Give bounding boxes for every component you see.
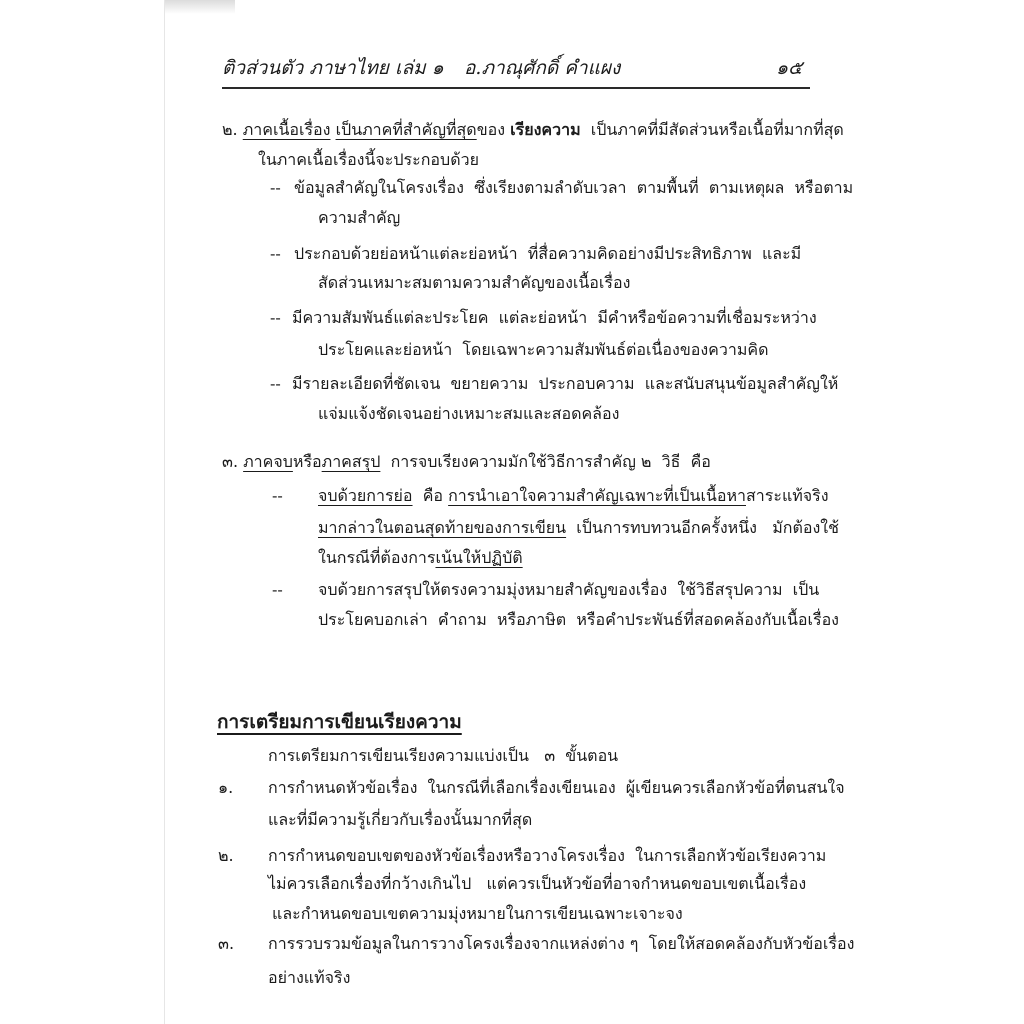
bullet-marker: -- (270, 374, 281, 393)
bullet-marker: -- (270, 308, 281, 327)
header-course: ติวส่วนตัว ภาษาไทย เล่ม ๑ (222, 57, 444, 79)
step-1-line-2: และที่มีความรู้เกี่ยวกับเรื่องนั้นมากที่สุด (268, 810, 533, 829)
header-rule (222, 87, 810, 89)
section-3-item-2-line-1: จบด้วยการสรุปให้ตรงความมุ่งหมายสำคัญของเรื่อง ใช้วิธีสรุปความ เป็น (318, 580, 820, 599)
section-3-item-1-line-3 (318, 546, 523, 570)
step-2-line-1: การกำหนดขอบเขตของหัวข้อเรื่องหรือวางโครงเรื่อง ในการเลือกหัวข้อเรียงความ (268, 846, 827, 865)
section-2-item-2-line-1: ประกอบด้วยย่อหน้าแต่ละย่อหน้า ที่สื่อความคิดอย่างมีประสิทธิภาพ และมี (294, 244, 802, 263)
bullet-marker: -- (272, 580, 283, 599)
section-3-title-a: ภาคจบ (243, 452, 293, 471)
preparation-heading: การเตรียมการเขียนเรียงความ (217, 711, 462, 733)
header-page-number: ๑๕ (776, 57, 803, 79)
segment-underlined: เน้นให้ปฏิบัติ (435, 548, 523, 567)
section-2-title: ภาคเนื้อเรื่อง (242, 120, 331, 139)
section-2-line-2: ในภาคเนื้อเรื่องนี้จะประกอบด้วย (258, 150, 479, 169)
step-2-line-3: และกำหนดขอบเขตความมุ่งหมายในการเขียนเฉพาะเจาะจง (272, 904, 683, 923)
segment: ในกรณีที่ต้องการ (318, 548, 436, 567)
section-3-item-1-line-1 (318, 484, 829, 508)
section-2-rest: เป็นภาคที่มีสัดส่วนหรือเนื้อที่มากที่สุด (590, 120, 844, 139)
bullet-marker: -- (272, 486, 283, 505)
section-3-title-join: หรือ (292, 452, 322, 471)
section-2-number: ๒. (222, 120, 238, 139)
segment: สาระแท้จริง (746, 486, 829, 505)
segment: เป็นการทบทวนอีกครั้งหนึ่ง มักต้องใช้ (566, 518, 839, 537)
section-3-item-2-line-2: ประโยคบอกเล่า คำถาม หรือภาษิต หรือคำประพันธ์ที่สอดคล้องกับเนื้อเรื่อง (318, 610, 839, 629)
section-3-title-b: ภาคสรุป (321, 452, 381, 471)
step-3-line-1: การรวบรวมข้อมูลในการวางโครงเรื่องจากแหล่งต่าง ๆ โดยให้สอดคล้องกับหัวข้อเรื่อง (268, 934, 855, 953)
section-3-item-1-line-2 (318, 516, 839, 540)
segment-underlined: จบด้วยการย่อ (318, 486, 413, 505)
step-3-number: ๓. (218, 934, 235, 953)
step-2-number: ๒. (218, 846, 234, 865)
section-2-item-1-line-2: ความสำคัญ (318, 208, 401, 227)
step-2-line-2: ไม่ควรเลือกเรื่องที่กว้างเกินไป แต่ควรเป็นหัวข้อที่อาจกำหนดขอบเขตเนื้อเรื่อง (268, 874, 807, 893)
section-2-emphasis: เป็นภาคที่สำคัญที่สุด (335, 120, 477, 139)
segment: คือ (412, 486, 449, 505)
section-2-term: เรียงความ (510, 120, 581, 139)
section-2-of: ของ (476, 120, 506, 139)
section-2-item-3-line-1: มีความสัมพันธ์แต่ละประโยค แต่ละย่อหน้า มีคำหรือข้อความที่เชื่อมระหว่าง (292, 308, 817, 327)
preparation-intro: การเตรียมการเขียนเรียงความแบ่งเป็น ๓ ขั้นตอน (268, 746, 619, 765)
segment-underlined: มากล่าวในตอนสุดท้ายของการเขียน (318, 518, 567, 537)
section-2-item-2-line-2: สัดส่วนเหมาะสมตามความสำคัญของเนื้อเรื่อง (318, 273, 631, 292)
bullet-marker: -- (270, 178, 281, 197)
segment-underlined: การนำเอาใจความสำคัญเฉพาะที่เป็นเนื้อหา (448, 486, 746, 505)
section-2-item-1-line-1: ข้อมูลสำคัญในโครงเรื่อง ซึ่งเรียงตามลำดับเวลา ตามพื้นที่ ตามเหตุผล หรือตาม (294, 178, 854, 197)
section-3-line-1 (222, 450, 711, 474)
section-3-number: ๓. (222, 452, 239, 471)
scan-shadow (165, 0, 235, 14)
section-2-item-4-line-1: มีรายละเอียดที่ชัดเจน ขยายความ ประกอบความ และสนับสนุนข้อมูลสำคัญให้ (292, 374, 839, 393)
section-2-item-3-line-2: ประโยคและย่อหน้า โดยเฉพาะความสัมพันธ์ต่อเนื่องของความคิด (318, 340, 769, 359)
step-1-line-1: การกำหนดหัวข้อเรื่อง ในกรณีที่เลือกเรื่องเขียนเอง ผู้เขียนควรเลือกหัวข้อที่ตนสนใจ (268, 778, 845, 797)
step-3-line-2: อย่างแท้จริง (268, 968, 351, 987)
bullet-marker: -- (270, 244, 281, 263)
section-2-line-1 (222, 118, 844, 142)
section-3-rest: การจบเรียงความมักใช้วิธีการสำคัญ ๒ วิธี คือ (390, 452, 711, 471)
header-author: อ.ภาณุศักดิ์ คำแผง (464, 57, 621, 79)
step-1-number: ๑. (218, 778, 234, 797)
section-2-item-4-line-2: แจ่มแจ้งชัดเจนอย่างเหมาะสมและสอดคล้อง (318, 404, 620, 423)
